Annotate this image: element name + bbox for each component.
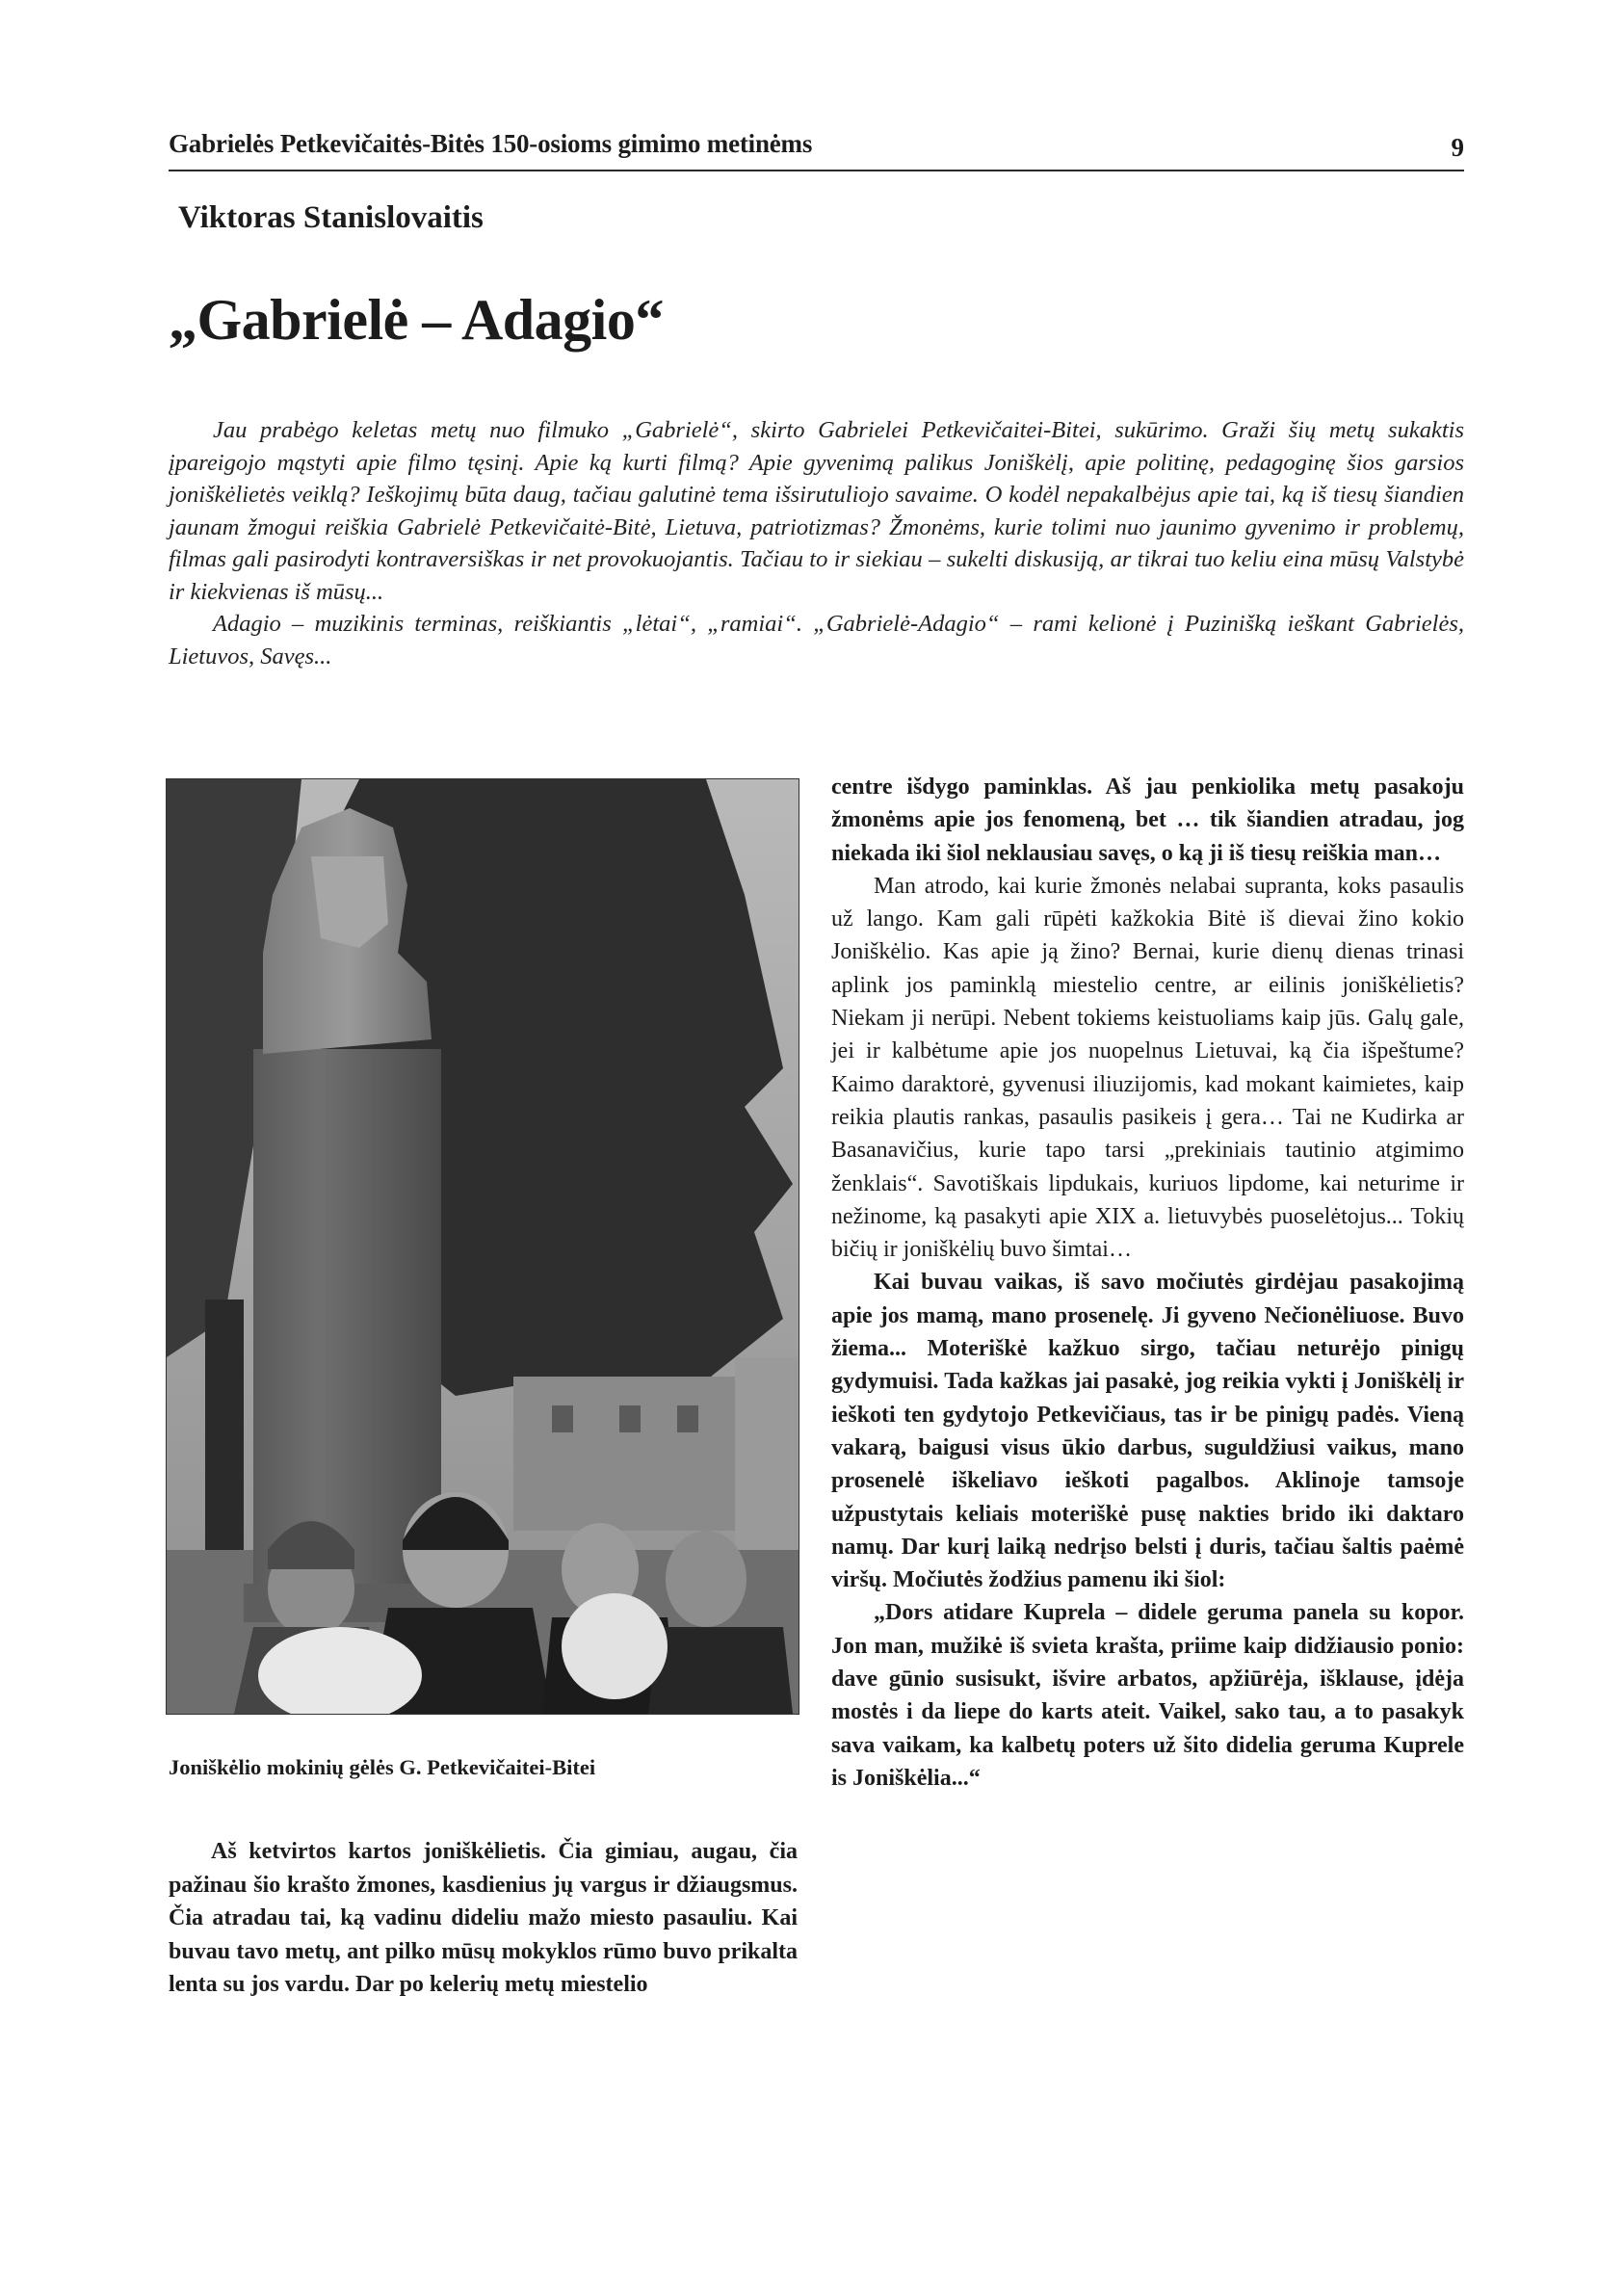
running-header bbox=[169, 123, 1464, 171]
running-title: Gabrielės Petkevičaitės-Bitės 150-osioms gimimo metinėms bbox=[169, 129, 813, 158]
monument-photo bbox=[166, 778, 799, 1715]
intro-paragraph: Jau prabėgo keletas metų nuo filmuko „Gabrielė“, skirto Gabrielei Petkevičaitei-Bitei, sukūrimo. Graži šių metų sukaktis įpareigojo mąstyti apie filmo tęsinį. Apie ką kurti filmą? Apie gyvenimą palikus Joniškėlį, apie politinę, pedagoginę šios garsios joniškėlietės veiklą? Ieškojimų būta daug, tačiau galutinė tema išsirutuliojo savaime. O kodėl nepakalbėjus apie tai, ką iš tiesų šiandien jaunam žmogui reiškia Gabrielė Petkevičaitė-Bitė, Lietuva, patriotizmas? Žmonėms, kurie tolimi nuo jaunimo gyvenimo ir problemų, filmas gali pasirodyti kontraversiškas ir net provokuojantis. Tačiau to ir siekiau – sukelti diskusiją, ar tikrai tuo keliu eina mūsų Valstybė ir kiekvienas iš mūsų... bbox=[169, 417, 1464, 605]
body-paragraph-continuation: centre išdygo paminklas. Aš jau penkiolika metų pasakoju žmonėms apie jos fenomeną, bet … tik šiandien atradau, jog niekada iki šiol neklausiau savęs, o ką ji iš tiesų reiškia man… bbox=[831, 774, 1464, 866]
article-intro bbox=[169, 414, 1464, 672]
left-column bbox=[169, 1835, 798, 2002]
right-column bbox=[831, 771, 1464, 1795]
article-title: „Gabrielė – Adagio“ bbox=[169, 288, 664, 352]
body-paragraph-story: Kai buvau vaikas, iš savo močiutės girdėjau pasakojimą apie jos mamą, mano prosenelę. Ji gyveno Nečionėliuose. Buvo žiema... Moteriškė kažkuo sirgo, tačiau neturėjo pinigų gydymuisi. Tada kažkas jai pasakė, jog reikia vykti į Joniškėlį ir ieškoti ten gydytojo Petkevičiaus, tas ir be pinigų padės. Vieną vakarą, baigusi visus ūkio darbus, suguldžiusi vaikus, mano prosenelė iškeliavo ieškoti pagalbos. Aklinoje tamsoje užpustytais keliais moteriškė pusę nakties brido iki daktaro namų. Dar kurį laiką nedrįso belsti į duris, tačiau šaltis paėmė viršų. Močiutės žodžius pamenu iki šiol: bbox=[831, 1270, 1464, 1593]
article-author: Viktoras Stanislovaitis bbox=[178, 200, 484, 235]
body-paragraph: Aš ketvirtos kartos joniškėlietis. Čia gimiau, augau, čia pažinau šio krašto žmones, kasdienius jų vargus ir džiaugsmus. Čia atradau tai, ką vadinu dideliu mažo miesto pasauliu. Kai buvau tavo metų, ant pilko mūsų mokyklos rūmo buvo prikalta lenta su jos vardu. Dar po kelerių metų miestelio bbox=[169, 1839, 798, 1997]
body-paragraph-quote: „Dors atidare Kuprela – didele geruma panela su kopor. Jon man, mužikė iš svieta krašta, priime kaip didžiausio ponio: dave gūnio susisukt, išvire arbatos, apžiūrėja, išklause, įdėja mostės i da liepe do karts ateit. Vaikel, sako tau, a to pasakyk sava vaikam, ka kalbetų poters už šito didelia geruma Kuprele is Joniškėlia...“ bbox=[831, 1600, 1464, 1791]
photo-illustration bbox=[167, 779, 799, 1714]
intro-paragraph: Adagio – muzikinis terminas, reiškiantis „lėtai“, „ramiai“. „Gabrielė-Adagio“ – rami kelionė į Puzinišką ieškant Gabrielės, Lietuvos, Savęs... bbox=[169, 611, 1464, 669]
body-paragraph: Man atrodo, kai kurie žmonės nelabai supranta, koks pasaulis už lango. Kam gali rūpėti kažkokia Bitė iš dievai žino kokio Joniškėlio. Kas apie ją žino? Bernai, kurie dienų dienas trinasi aplink jos paminklą miestelio centre, ar eilinis joniškėlietis? Niekam ji nerūpi. Nebent tokiems keistuoliams kaip jūs. Galų gale, jei ir kalbėtume apie jos nuopelnus Lietuvai, ką čia išpeštume? Kaimo daraktorė, gyvenusi iliuzijomis, kad mokant kaimietes, kaip reikia plautis rankas, pasaulis pasikeis į gera… Tai ne Kudirka ar Basanavičius, kurie tapo tarsi „prekiniais tautinio atgimimo ženklais“. Savotiškais lipdukais, kuriuos lipdome, kai neturime ir nežinome, ką pasakyti apie XIX a. lietuvybės puoselėtojus... Tokių bičių ir joniškėlių buvo šimtai… bbox=[831, 873, 1464, 1263]
photo-caption: Joniškėlio mokinių gėlės G. Petkevičaitei-Bitei bbox=[169, 1755, 596, 1779]
page-number: 9 bbox=[1451, 133, 1464, 162]
